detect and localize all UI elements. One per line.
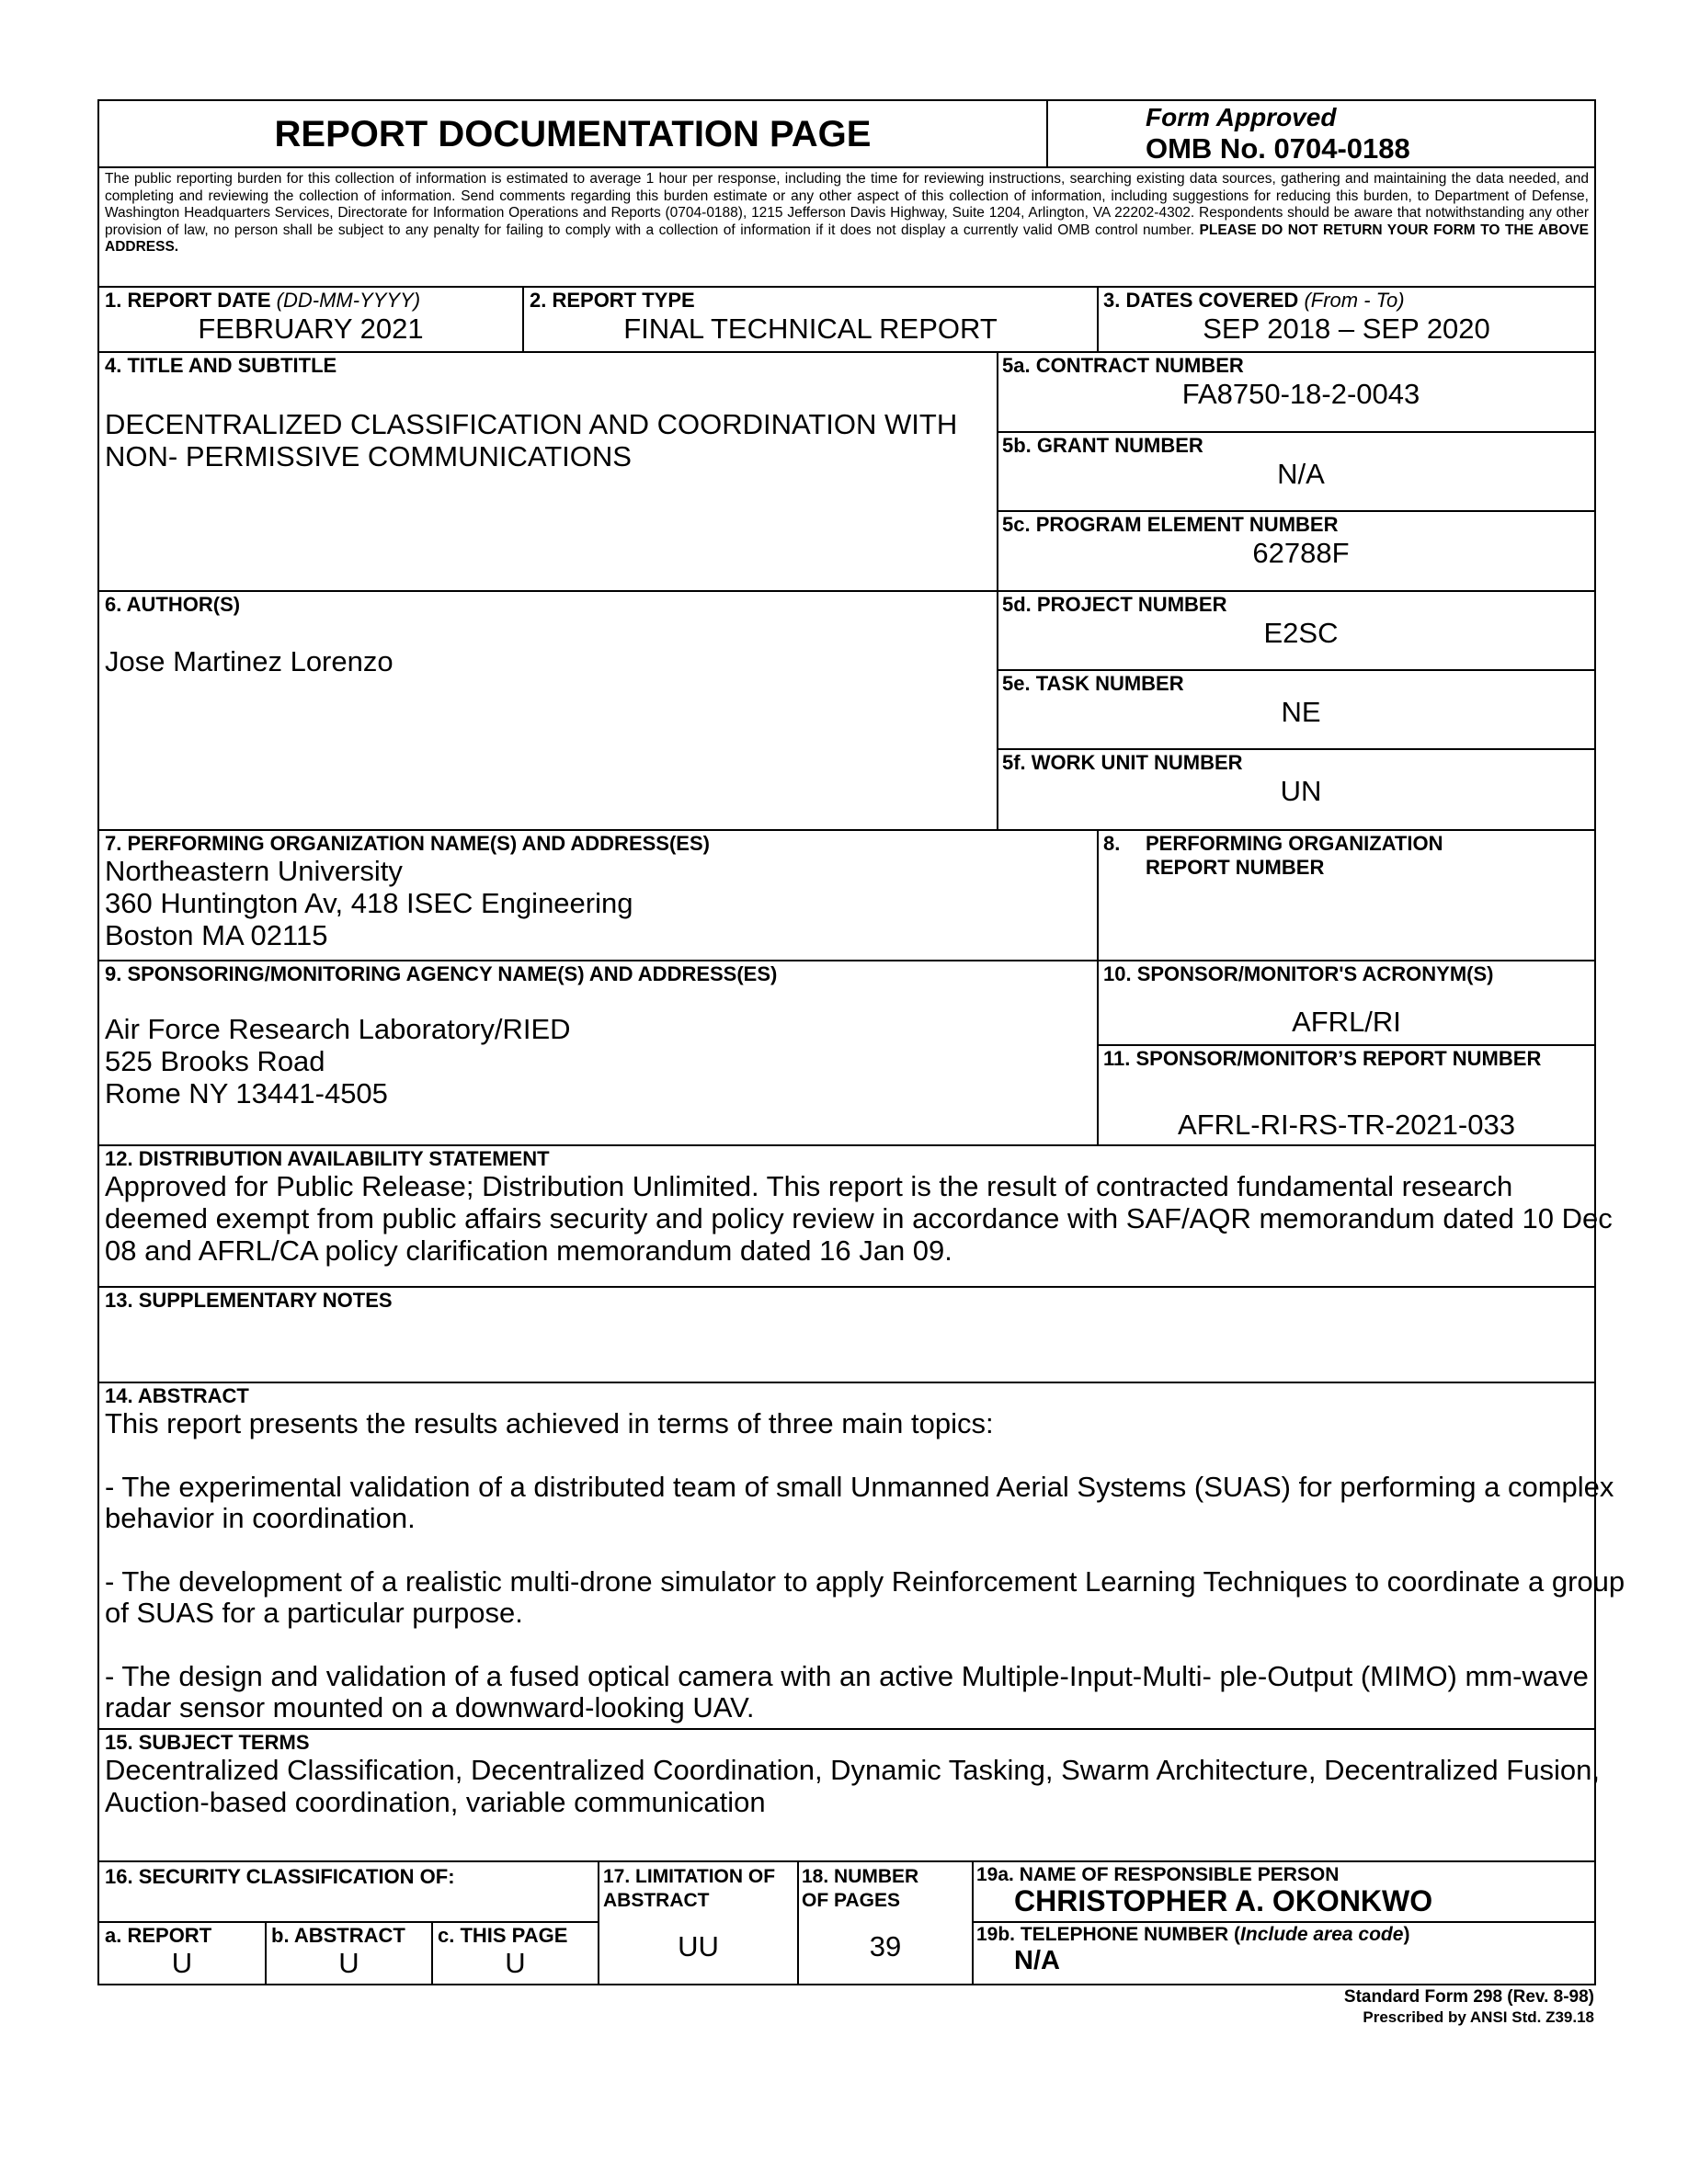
- title-subtitle-label: 4. TITLE AND SUBTITLE: [105, 354, 337, 377]
- grant-number-label: 5b. GRANT NUMBER: [1002, 434, 1203, 457]
- subject-terms-value: Decentralized Classification, Decentralized Coordination, Dynamic Tasking, Swarm Architecture, Decentralized Fusion, Auction-based coordination, variable communication: [105, 1754, 1600, 1818]
- subject-terms-label: 15. SUBJECT TERMS: [105, 1731, 310, 1754]
- abstract-line-2: - The experimental validation of a distributed team of small Unmanned Aerial Systems (SUAS) for performing a complex: [105, 1471, 1614, 1503]
- burden-text: The public reporting burden for this collection of information is estimated to average 1 hour per response, including the time for reviewing instructions, searching existing data sources, gathering and maintaining the data needed, and completing and reviewing the collection of information. Send comments regarding this burden estimate or any other aspect of this collection of information, including suggestions for reducing this burden, to Department of Defense, Washington Headquarters Services, Directorate for Information Operations and Reports (0704-0188), 1215 Jefferson Davis Highway, Suite 1204, Arlington, VA 22202-4302. Respondents should be aware that notwithstanding any other provision of law, no person shall be subject to any penalty for failing to comply with a collection of information if it does not display a currently valid OMB control number.: [105, 171, 1589, 238]
- report-class-value: U: [171, 1947, 193, 1979]
- abstract-line-1: This report presents the results achieved in terms of three main topics:: [105, 1407, 994, 1439]
- project-number-label: 5d. PROJECT NUMBER: [1002, 593, 1227, 616]
- project-number-value: E2SC: [1263, 617, 1339, 649]
- abstract-line-3: behavior in coordination.: [105, 1502, 416, 1534]
- performing-org-value: Northeastern University 360 Huntington Av, 418 ISEC Engineering Boston MA 02115: [105, 855, 633, 951]
- responsible-person-value: CHRISTOPHER A. OKONKWO: [1014, 1884, 1433, 1917]
- telephone-value: N/A: [1014, 1946, 1060, 1975]
- sponsoring-agency-label: 9. SPONSORING/MONITORING AGENCY NAME(S) AND ADDRESS(ES): [105, 962, 778, 985]
- report-date-label: 1. REPORT DATE (DD-MM-YYYY): [105, 289, 421, 312]
- report-date-value: FEBRUARY 2021: [198, 313, 424, 345]
- this-page-class-label: c. THIS PAGE: [438, 1924, 568, 1947]
- security-classification-label: 16. SECURITY CLASSIFICATION OF:: [105, 1865, 455, 1888]
- abstract-line-6: - The design and validation of a fused optical camera with an active Multiple-Input-Multi- ple-Output (MIMO) mm-wave: [105, 1660, 1589, 1692]
- authors-label: 6. AUTHOR(S): [105, 593, 241, 616]
- prescribed-by-label: Prescribed by ANSI Std. Z39.18: [1363, 2008, 1594, 2026]
- task-number-value: NE: [1281, 696, 1321, 728]
- sponsoring-agency-value: Air Force Research Laboratory/RIED 525 Brooks Road Rome NY 13441-4505: [105, 1013, 571, 1109]
- authors-value: Jose Martinez Lorenzo: [105, 645, 393, 677]
- report-type-value: FINAL TECHNICAL REPORT: [623, 313, 998, 345]
- supplementary-notes-label: 13. SUPPLEMENTARY NOTES: [105, 1289, 393, 1312]
- report-class-label: a. REPORT: [105, 1924, 212, 1947]
- work-unit-label: 5f. WORK UNIT NUMBER: [1002, 751, 1243, 774]
- sponsor-report-number-value: AFRL-RI-RS-TR-2021-033: [1178, 1109, 1515, 1141]
- abstract-line-7: radar sensor mounted on a downward-looking UAV.: [105, 1691, 755, 1723]
- title-subtitle-value: DECENTRALIZED CLASSIFICATION AND COORDINATION WITH NON- PERMISSIVE COMMUNICATIONS: [105, 408, 958, 472]
- program-element-value: 62788F: [1252, 537, 1350, 569]
- abstract-line-4: - The development of a realistic multi-drone simulator to apply Reinforcement Learning Techniques to coordinate a group: [105, 1565, 1625, 1598]
- standard-form-label: Standard Form 298 (Rev. 8-98): [1343, 1987, 1594, 2007]
- omb-number: OMB No. 0704-0188: [1146, 132, 1410, 165]
- responsible-person-label: 19a. NAME OF RESPONSIBLE PERSON: [976, 1864, 1340, 1885]
- dates-covered-label: 3. DATES COVERED (From - To): [1103, 289, 1405, 312]
- limitation-of-abstract-label: 17. LIMITATION OF ABSTRACT: [603, 1866, 776, 1911]
- abstract-class-value: U: [338, 1947, 359, 1979]
- performing-org-label: 7. PERFORMING ORGANIZATION NAME(S) AND ADDRESS(ES): [105, 832, 710, 855]
- distribution-label: 12. DISTRIBUTION AVAILABILITY STATEMENT: [105, 1147, 550, 1170]
- work-unit-value: UN: [1280, 775, 1322, 807]
- limitation-of-abstract-value: UU: [678, 1930, 719, 1962]
- number-of-pages-label: 18. NUMBER OF PAGES: [802, 1866, 919, 1911]
- grant-number-value: N/A: [1277, 458, 1325, 490]
- program-element-label: 5c. PROGRAM ELEMENT NUMBER: [1002, 513, 1339, 536]
- dates-covered-value: SEP 2018 – SEP 2020: [1203, 313, 1490, 345]
- number-of-pages-value: 39: [869, 1930, 902, 1962]
- abstract-label: 14. ABSTRACT: [105, 1384, 249, 1407]
- contract-number-label: 5a. CONTRACT NUMBER: [1002, 354, 1244, 377]
- form-approved-label: Form Approved: [1146, 103, 1337, 131]
- telephone-label: 19b. TELEPHONE NUMBER (Include area code): [976, 1924, 1410, 1945]
- burden-statement: [105, 171, 1589, 256]
- perf-org-report-num-index: 8.: [1103, 832, 1121, 855]
- abstract-line-5: of SUAS for a particular purpose.: [105, 1597, 523, 1629]
- perf-org-report-num-label: PERFORMING ORGANIZATION REPORT NUMBER: [1146, 832, 1443, 879]
- distribution-value: Approved for Public Release; Distribution Unlimited. This report is the result of contracted fundamental research deemed exempt from public affairs security and policy review in accordance with SAF/AQR memorandum dated 10 Dec 08 and AFRL/CA policy clarification memorandum dated 16 Jan 09.: [105, 1170, 1613, 1267]
- this-page-class-value: U: [505, 1947, 526, 1979]
- form-title: REPORT DOCUMENTATION PAGE: [274, 114, 872, 154]
- burden-warning: PLEASE DO NOT RETURN YOUR FORM TO THE ABOVE ADDRESS.: [105, 222, 1589, 256]
- sponsor-acronym-value: AFRL/RI: [1292, 1006, 1401, 1038]
- contract-number-value: FA8750-18-2-0043: [1181, 378, 1420, 410]
- sponsor-report-number-label: 11. SPONSOR/MONITOR’S REPORT NUMBER: [1103, 1047, 1542, 1070]
- task-number-label: 5e. TASK NUMBER: [1002, 672, 1184, 695]
- report-type-label: 2. REPORT TYPE: [530, 289, 695, 312]
- sponsor-acronym-label: 10. SPONSOR/MONITOR'S ACRONYM(S): [1103, 962, 1494, 985]
- abstract-class-label: b. ABSTRACT: [271, 1924, 405, 1947]
